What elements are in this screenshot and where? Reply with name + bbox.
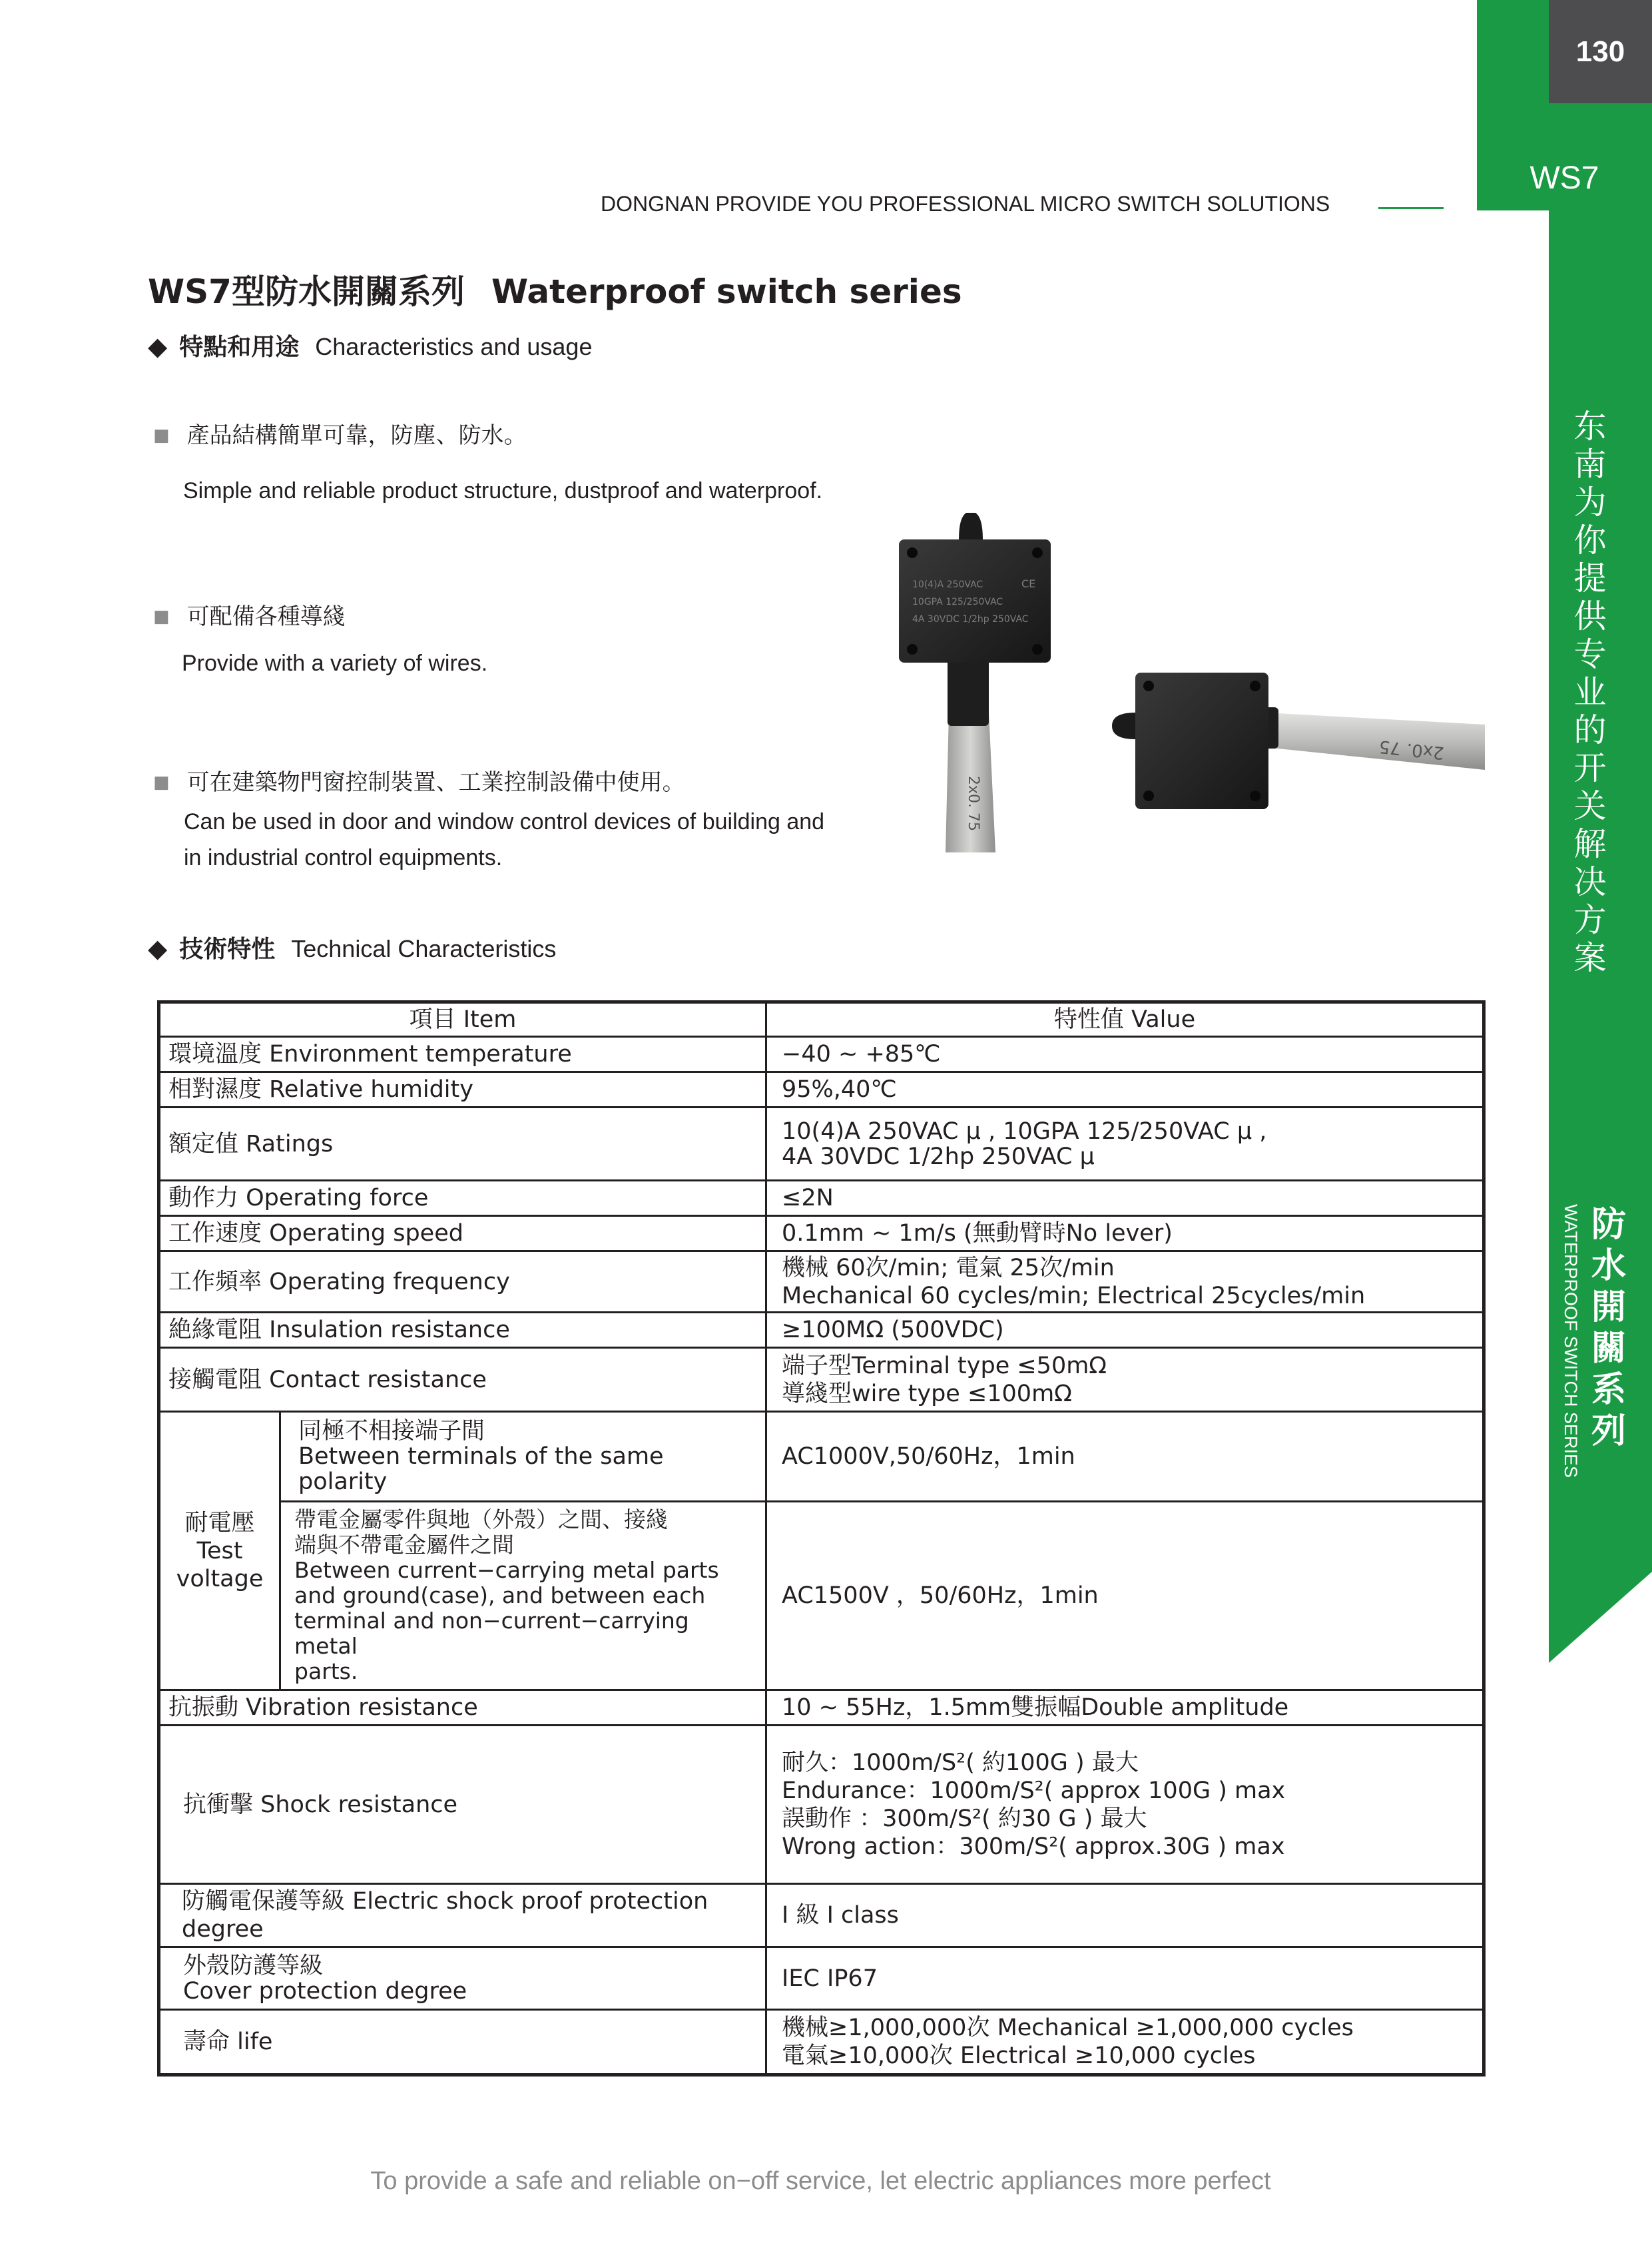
row-value-line: 耐久：1000m/S²( 約100G ) 最大 — [782, 1749, 1139, 1776]
vertical-slogan-char: 供 — [1573, 597, 1607, 635]
row-value-line: 機械≥1,000,000次 Mechanical ≥1,000,000 cycles — [782, 2015, 1354, 2041]
row-value — [766, 2010, 1484, 2075]
row-value-line: 4A 30VDC 1/2hp 250VAC μ — [782, 1143, 1095, 1170]
feature-item-2-en: Provide with a variety of wires. — [182, 651, 488, 676]
cable-print-1: 2x0. 75 — [965, 776, 981, 831]
row-value-line: 電氣≥10,000次 Electrical ≥10,000 cycles — [782, 2043, 1256, 2069]
footer-slogan — [0, 2167, 1652, 2196]
spec-table — [157, 1000, 1486, 2077]
row-item: 抗振動 Vibration resistance — [159, 1690, 766, 1726]
row-item-line: 外殼防護等級 — [183, 1952, 324, 1979]
desc-line: terminal and non−current−carrying metal — [294, 1608, 689, 1659]
test-voltage-sub2-value: AC1500V ，50/60Hz，1min — [766, 1502, 1484, 1690]
mount-hole-7 — [1143, 791, 1154, 801]
feature-text-cn: 可配備各種導綫 — [186, 603, 346, 630]
page-title-cn: WS7型防水開關系列 — [148, 272, 465, 311]
test-voltage-label — [159, 1412, 280, 1690]
vertical-slogan-char: 开 — [1573, 749, 1607, 787]
row-value: Ⅰ 級 I class — [766, 1884, 1484, 1947]
row-value-line: Mechanical 60 cycles/min; Electrical 25cycles/min — [782, 1282, 1366, 1309]
desc-line: Between terminals of the same — [298, 1443, 664, 1470]
vertical-slogan-char: 关 — [1573, 787, 1607, 825]
vertical-category-en — [1561, 1204, 1582, 1497]
row-value: 0.1mm ~ 1m/s (無動臂時No lever) — [766, 1216, 1484, 1251]
row-item-line: degree — [182, 1916, 264, 1943]
vertical-slogan-char: 为 — [1573, 483, 1607, 521]
series-tag: WS7 — [1529, 160, 1599, 196]
page-title-en: Waterproof switch series — [491, 272, 962, 311]
row-value: ≤2N — [766, 1181, 1484, 1216]
table-row — [159, 1726, 1484, 1884]
row-item: 額定值 Ratings — [159, 1108, 766, 1181]
table-header-row — [159, 1002, 1484, 1037]
vertical-slogan-char: 专 — [1573, 635, 1607, 673]
body-print-line: 4A 30VDC 1/2hp 250VAC — [912, 614, 1029, 625]
test-voltage-label-line: voltage — [176, 1565, 264, 1592]
switch-body-2 — [1135, 673, 1268, 809]
characteristics-heading-en: Characteristics and usage — [315, 333, 593, 360]
feature-text-cn: 可在建築物門窗控制裝置、工業控制設備中使用。 — [186, 769, 685, 796]
test-voltage-label-line: Test — [196, 1537, 243, 1564]
desc-line: 端與不帶電金屬件之間 — [294, 1532, 514, 1558]
cable-2 — [1265, 713, 1485, 770]
desc-line: parts. — [294, 1658, 358, 1684]
desc-line: Between current−carrying metal parts — [294, 1557, 719, 1583]
test-voltage-sub2-desc — [280, 1502, 766, 1690]
table-row — [159, 1313, 1484, 1348]
table-row — [159, 1251, 1484, 1313]
mount-hole-3 — [907, 644, 918, 655]
desc-line: and ground(case), and between each — [294, 1582, 706, 1608]
vertical-slogan — [1571, 408, 1609, 977]
row-item: 環境溫度 Environment temperature — [159, 1037, 766, 1072]
vertical-slogan-char: 的 — [1573, 711, 1607, 749]
col-header-value: 特性值 Value — [766, 1002, 1484, 1037]
table-row — [159, 1690, 1484, 1726]
strain-relief-1 — [948, 659, 989, 726]
row-item-line: Cover protection degree — [183, 1977, 467, 2005]
square-bullet-icon: ■ — [153, 773, 170, 793]
vertical-category-cn — [1590, 1204, 1627, 1452]
plunger-2 — [1112, 713, 1135, 739]
desc-line: 帶電金屬零件與地（外殼）之間、接綫 — [294, 1506, 668, 1532]
vertical-slogan-char: 解 — [1573, 825, 1607, 863]
vertical-slogan-char: 你 — [1573, 521, 1607, 559]
vertical-category-char: 關 — [1591, 1329, 1626, 1369]
vertical-slogan-char: 方 — [1573, 901, 1607, 939]
row-value-line: Endurance：1000m/S²( approx 100G ) max — [782, 1777, 1286, 1804]
table-row — [159, 1072, 1484, 1108]
row-item: 相對濕度 Relative humidity — [159, 1072, 766, 1108]
feature-item-2-cn — [153, 598, 346, 631]
row-item: 工作頻率 Operating frequency — [159, 1251, 766, 1313]
vertical-category-char: 列 — [1591, 1411, 1626, 1451]
row-value — [766, 1251, 1484, 1313]
mount-hole-8 — [1250, 791, 1260, 801]
mount-hole-6 — [1250, 681, 1260, 691]
row-value-line: Wrong action：300m/S²( approx.30G ) max — [782, 1833, 1285, 1860]
row-item: 動作力 Operating force — [159, 1181, 766, 1216]
table-row — [159, 1502, 1484, 1690]
feature-text-cn: 產品結構簡單可靠，防塵、防水。 — [186, 422, 527, 449]
row-value: 10 ~ 55Hz，1.5mm雙振幅Double amplitude — [766, 1690, 1484, 1726]
square-bullet-icon: ■ — [153, 426, 170, 446]
header-slogan: DONGNAN PROVIDE YOU PROFESSIONAL MICRO SWITCH SOLUTIONS — [601, 192, 1330, 216]
body-print-line: 10GPA 125/250VAC — [912, 597, 1003, 607]
vertical-slogan-char: 东 — [1573, 408, 1607, 446]
row-value-line: 機械 60次/min; 電氣 25次/min — [782, 1254, 1115, 1281]
table-row — [159, 2010, 1484, 2075]
row-value — [766, 1726, 1484, 1884]
row-item: 接觸電阻 Contact resistance — [159, 1348, 766, 1412]
test-voltage-sub1-value: AC1000V,50/60Hz，1min — [766, 1412, 1484, 1502]
row-item — [159, 1947, 766, 2010]
header-rule — [1378, 207, 1444, 209]
desc-line: 同極不相接端子間 — [298, 1418, 485, 1444]
table-row — [159, 1412, 1484, 1502]
characteristics-heading — [148, 328, 592, 362]
characteristics-heading-cn: 特點和用途 — [179, 334, 300, 361]
row-value: −40 ~ +85℃ — [766, 1037, 1484, 1072]
test-voltage-sub1-desc — [280, 1412, 766, 1502]
row-value: 95%,40℃ — [766, 1072, 1484, 1108]
vertical-category-char: 防 — [1591, 1205, 1626, 1245]
footer-text: To provide a safe and reliable on−off service, let electric appliances more perfect — [370, 2167, 1271, 2195]
row-value: IEC IP67 — [766, 1947, 1484, 2010]
plunger-1 — [959, 513, 983, 539]
row-item: 工作速度 Operating speed — [159, 1216, 766, 1251]
vertical-slogan-char: 案 — [1573, 939, 1607, 977]
vertical-category-char: 系 — [1591, 1370, 1626, 1410]
mount-hole-4 — [1032, 644, 1043, 655]
row-value — [766, 1108, 1484, 1181]
row-value-line: 端子型Terminal type ≤50mΩ — [782, 1352, 1107, 1379]
vertical-category-en-text: WATERPROOF SWITCH SERIES — [1561, 1204, 1581, 1478]
product-photo — [892, 513, 1485, 852]
table-row — [159, 1181, 1484, 1216]
vertical-slogan-char: 南 — [1573, 446, 1607, 483]
row-item: 壽命 life — [159, 2010, 766, 2075]
page-number: 130 — [1549, 0, 1652, 103]
feature-item-3-cn — [153, 764, 685, 797]
row-value-line: 導綫型wire type ≤100mΩ — [782, 1380, 1072, 1407]
vertical-slogan-char: 决 — [1573, 863, 1607, 901]
test-voltage-label-line: 耐電壓 — [184, 1509, 255, 1536]
row-item: 絶緣電阻 Insulation resistance — [159, 1313, 766, 1348]
feature-text-en-line: Can be used in door and window control devices of building and — [184, 809, 825, 834]
table-row — [159, 1947, 1484, 2010]
feature-item-1-en: Simple and reliable product structure, dustproof and waterproof. — [183, 478, 823, 503]
feature-item-1-cn — [153, 417, 527, 450]
mount-hole-2 — [1032, 547, 1043, 558]
mount-hole-5 — [1143, 681, 1154, 691]
table-row — [159, 1348, 1484, 1412]
vertical-slogan-char: 业 — [1573, 673, 1607, 711]
row-item — [159, 1884, 766, 1947]
table-row — [159, 1108, 1484, 1181]
technical-heading-en: Technical Characteristics — [291, 935, 557, 962]
body-print-line: 10(4)A 250VAC — [912, 579, 983, 590]
table-row — [159, 1216, 1484, 1251]
row-value: ≥100MΩ (500VDC) — [766, 1313, 1484, 1348]
technical-heading-cn: 技術特性 — [179, 936, 276, 963]
vertical-category-char: 開 — [1591, 1287, 1626, 1327]
vertical-slogan-char: 提 — [1573, 559, 1607, 597]
technical-heading — [148, 930, 556, 964]
table-row — [159, 1037, 1484, 1072]
feature-text-en-line: in industrial control equipments. — [184, 845, 503, 870]
mount-hole-1 — [907, 547, 918, 558]
feature-item-3-en — [184, 804, 824, 876]
col-header-item: 項目 Item — [159, 1002, 766, 1037]
page-title — [148, 265, 962, 313]
row-item-line: 防觸電保護等級 Electric shock proof protection — [182, 1888, 708, 1915]
row-value-line: 10(4)A 250VAC μ , 10GPA 125/250VAC μ , — [782, 1118, 1267, 1145]
row-value — [766, 1348, 1484, 1412]
desc-line: polarity — [298, 1468, 388, 1495]
cable-print-2: 2x0. 75 — [1378, 736, 1446, 763]
square-bullet-icon: ■ — [153, 607, 170, 627]
ce-mark: CE — [1021, 577, 1036, 590]
table-row — [159, 1884, 1484, 1947]
vertical-category-char: 水 — [1591, 1246, 1626, 1286]
row-value-line: 誤動作 ：300m/S²( 約30 G ) 最大 — [782, 1805, 1147, 1832]
diamond-icon: ◆ — [148, 332, 168, 361]
diamond-icon: ◆ — [148, 934, 168, 963]
row-item: 抗衝擊 Shock resistance — [159, 1726, 766, 1884]
